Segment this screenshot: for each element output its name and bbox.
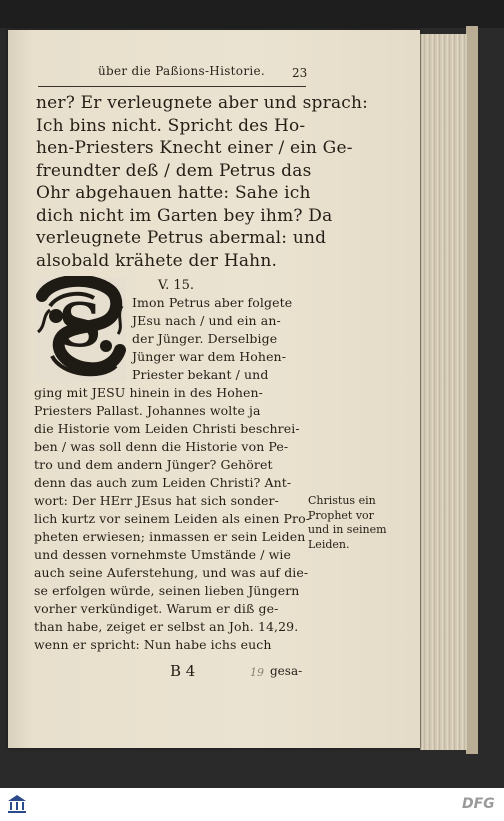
page-stack-edge: [420, 34, 467, 750]
margin-note-line: Leiden.: [308, 537, 350, 551]
signature-mark: B 4: [170, 662, 196, 680]
scan-top-border: [0, 0, 504, 28]
text-line: Priesters Pallast. Johannes wolte ja: [34, 403, 261, 418]
margin-note-line: und in seinem: [308, 523, 387, 536]
text-line: Jünger war dem Hohen-: [132, 349, 287, 364]
text-line: JEsu nach / und ein an-: [132, 313, 281, 328]
text-line: tro und dem andern Jünger? Gehöret: [34, 457, 273, 472]
text-line: ner? Er verleugnete aber und sprach:: [36, 93, 369, 113]
text-line: dich nicht im Garten bey ihm? Da: [36, 205, 333, 226]
text-line: vorher verkündiget. Warum er diß ge-: [34, 601, 279, 616]
text-line: ging mit JESU hinein in des Hohen-: [34, 385, 263, 400]
text-line: Ich bins nicht. Spricht des Ho-: [36, 115, 306, 136]
text-line: der Jünger. Derselbige: [132, 331, 278, 346]
text-line: hen-Priesters Knecht einer / ein Ge-: [36, 138, 353, 158]
header-rule: [38, 86, 306, 87]
text-line: auch seine Auferstehung, und was auf die-: [34, 565, 309, 580]
margin-note-line: Christus ein: [308, 494, 376, 507]
page-number: 23: [292, 66, 308, 80]
running-title: über die Paßions-Historie.: [98, 64, 266, 78]
text-line: verleugnete Petrus abermal: und: [36, 228, 327, 248]
initial-letter: S: [58, 291, 102, 361]
text-line: ben / was soll denn die Historie von Pe-: [34, 439, 289, 454]
pencil-note: 19: [250, 666, 264, 679]
margin-note: [308, 494, 387, 552]
catchword: gesa-: [270, 664, 303, 678]
decorated-initial: [32, 276, 128, 384]
text-line: alsobald krähete der Hahn.: [36, 250, 278, 271]
text-line: freundter deß / dem Petrus das: [36, 160, 312, 181]
text-line: than habe, zeiget er selbst an Joh. 14,29.: [34, 619, 299, 634]
text-line: pheten erwiesen; inmassen er sein Leiden: [34, 529, 306, 544]
text-line: und dessen vornehmste Umstände / wie: [34, 547, 292, 562]
text-line: wenn er spricht: Nun habe ichs euch: [34, 637, 272, 652]
text-line: se erfolgen würde, seinen lieben Jüngern: [34, 583, 300, 598]
text-line: die Historie vom Leiden Christi beschrei-: [34, 421, 300, 436]
verse-label: V. 15.: [158, 278, 195, 293]
library-logo-icon: [4, 792, 30, 818]
margin-note-line: Prophet vor: [308, 508, 374, 522]
text-line: Priester bekant / und: [132, 367, 269, 382]
text-line: denn das auch zum Leiden Christi? Ant-: [34, 475, 292, 490]
text-line: Ohr abgehauen hatte: Sahe ich: [36, 183, 311, 203]
dfg-logo: DFG: [462, 796, 495, 812]
book-cover-edge: [466, 26, 478, 754]
text-line: Imon Petrus aber folgete: [132, 295, 293, 310]
text-line: lich kurtz vor seinem Leiden als einen Pro-: [34, 511, 311, 526]
text-line: wort: Der HErr JEsus hat sich sonder-: [34, 493, 279, 508]
footer-bar: [0, 788, 504, 821]
